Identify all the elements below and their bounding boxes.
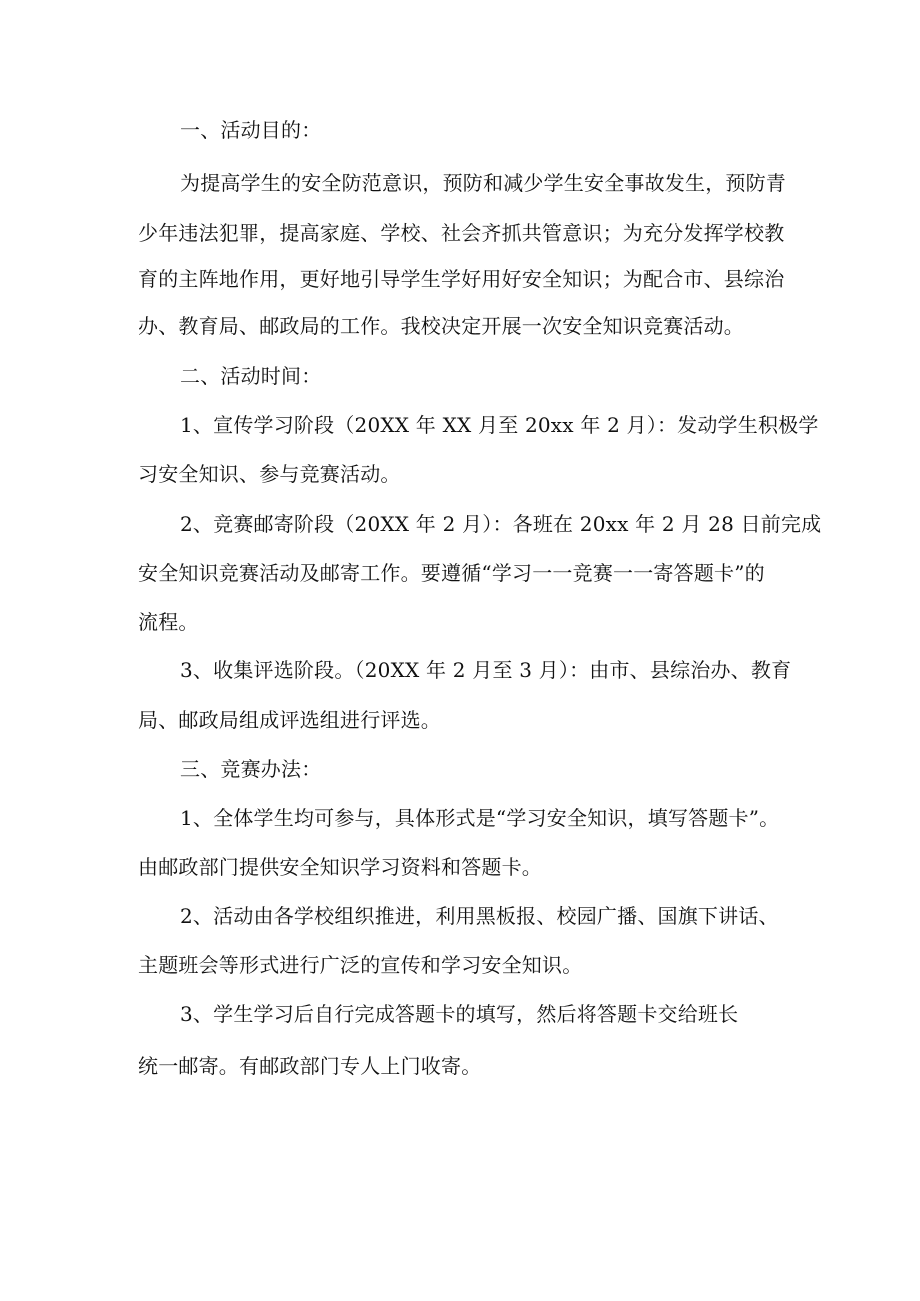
paragraph-line: 习安全知识、参与竞赛活动。	[138, 462, 401, 486]
paragraph-line: 少年违法犯罪，提高家庭、学校、社会齐抓共管意识；为充分发挥学校教	[138, 221, 785, 245]
paragraph-line: 1、宣传学习阶段（20XX 年 XX 月至 20xx 年 2 月）：发动学生积极学	[180, 413, 819, 437]
paragraph-line: 育的主阵地作用，更好地引导学生学好用好安全知识；为配合市、县综治	[138, 267, 785, 291]
paragraph-line: 流程。	[138, 610, 199, 634]
paragraph-line: 1、全体学生均可参与，具体形式是“学习安全知识，填写答题卡”。	[180, 806, 780, 830]
paragraph-line: 为提高学生的安全防范意识，预防和减少学生安全事故发生，预防青	[180, 171, 786, 195]
paragraph-line: 由邮政部门提供安全知识学习资料和答题卡。	[138, 855, 542, 879]
paragraph-line: 办、教育局、邮政局的工作。我校决定开展一次安全知识竞赛活动。	[138, 314, 744, 338]
paragraph-line: 局、邮政局组成评选组进行评选。	[138, 708, 441, 732]
paragraph-line: 3、收集评选阶段。（20XX 年 2 月至 3 月）：由市、县综治办、教育	[180, 658, 792, 682]
paragraph-line: 2、活动由各学校组织推进，利用黑板报、校园广播、国旗下讲话、	[180, 904, 779, 928]
heading-activity-purpose: 一、活动目的：	[180, 118, 322, 142]
paragraph-line: 安全知识竞赛活动及邮寄工作。要遵循“学习一一竞赛一一寄答题卡”的	[138, 561, 765, 585]
heading-contest-method: 三、竞赛办法：	[180, 757, 322, 781]
paragraph-line: 3、学生学习后自行完成答题卡的填写，然后将答题卡交给班长	[180, 1002, 739, 1026]
paragraph-line: 2、竞赛邮寄阶段（20XX 年 2 月）：各班在 20xx 年 2 月 28 日前完成	[180, 512, 822, 536]
heading-activity-time: 二、活动时间：	[180, 364, 322, 388]
paragraph-line: 主题班会等形式进行广泛的宣传和学习安全知识。	[138, 953, 583, 977]
paragraph-line: 统一邮寄。有邮政部门专人上门收寄。	[138, 1054, 482, 1078]
